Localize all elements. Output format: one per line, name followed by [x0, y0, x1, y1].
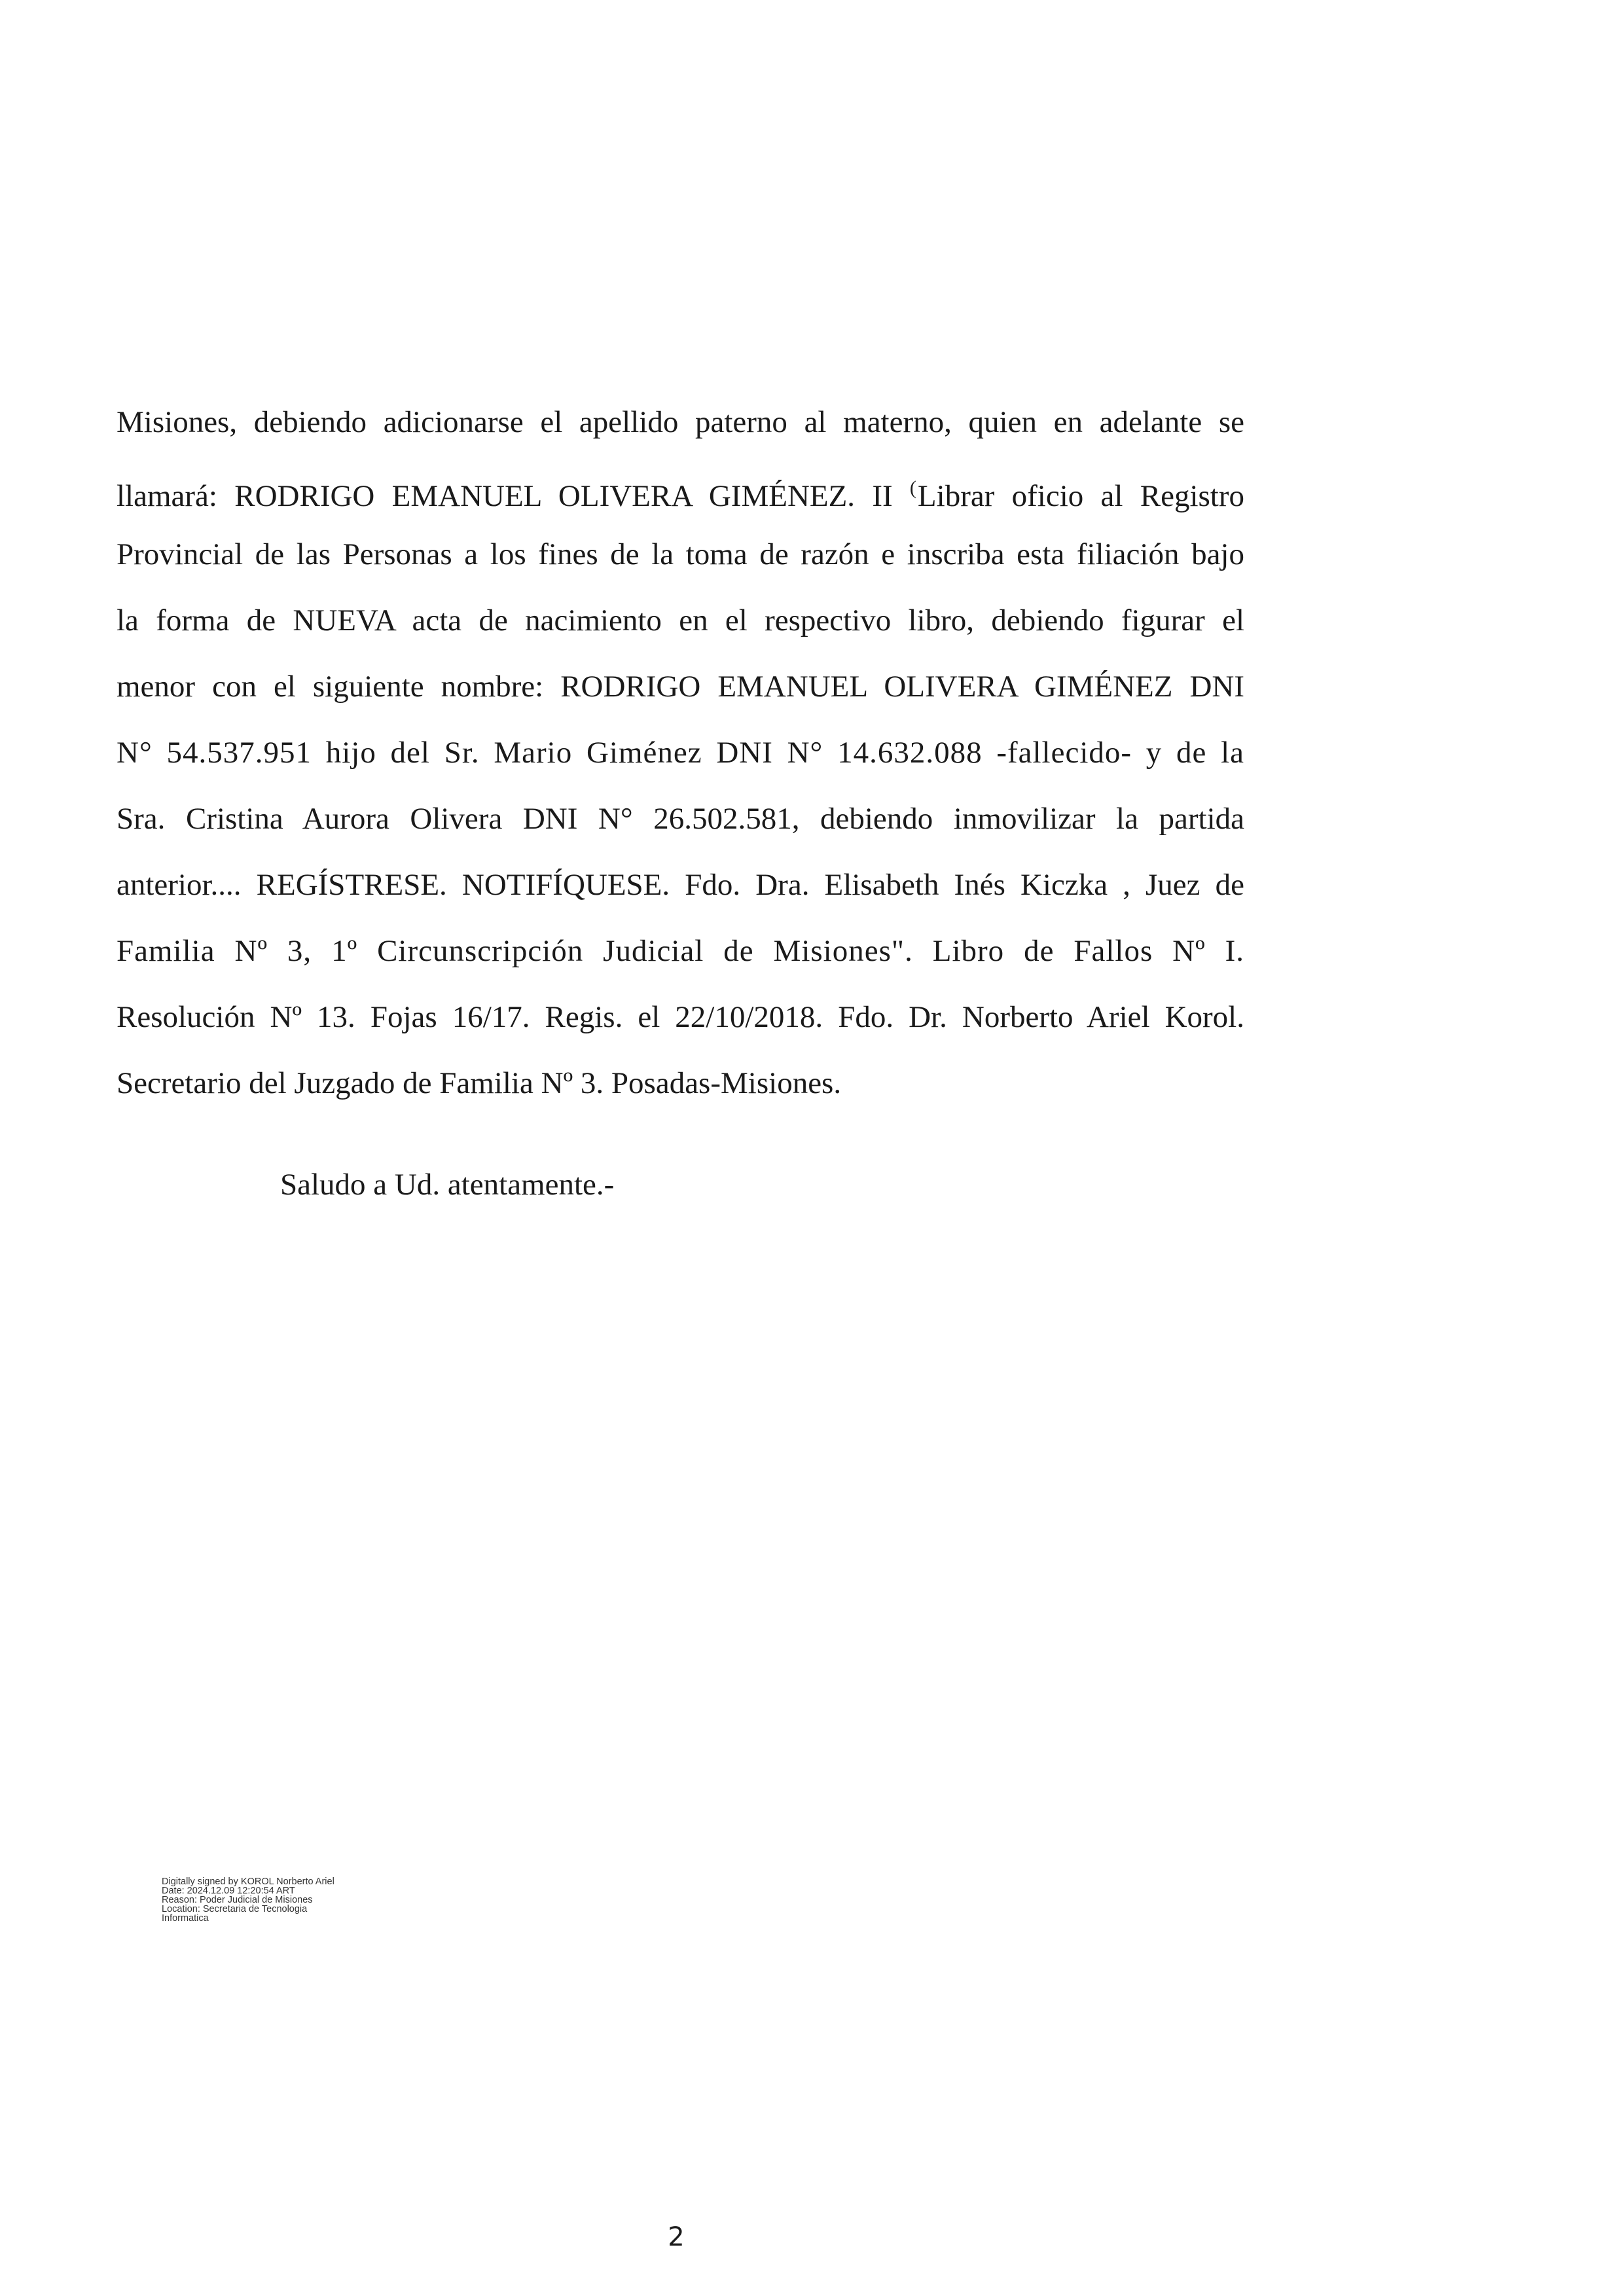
body-line-text: Librar oficio al Registro: [917, 479, 1245, 513]
body-line: Sra. Cristina Aurora Olivera DNI N° 26.502.581, debiendo inmovilizar la partida: [117, 802, 1244, 836]
body-line: anterior.... REGÍSTRESE. NOTIFÍQUESE. Fdo. Dra. Elisabeth Inés Kiczka , Juez de: [117, 868, 1244, 902]
body-line: N° 54.537.951 hijo del Sr. Mario Giménez DNI N° 14.632.088 -fallecido- y de la: [117, 736, 1244, 770]
page-number: 2: [668, 2222, 685, 2252]
body-line: Secretario del Juzgado de Familia Nº 3. Posadas-Misiones.: [117, 1066, 842, 1100]
body-paragraph: [117, 393, 1244, 1120]
digital-signature-block: [162, 1877, 334, 1923]
signature-location: Location: Secretaria de Tecnologia: [162, 1904, 308, 1914]
body-line: [117, 459, 1244, 525]
body-line: Misiones, debiendo adicionarse el apellido paterno al materno, quien en adelante se: [117, 405, 1244, 439]
signature-location-continued: Informatica: [162, 1913, 209, 1924]
body-line: Provincial de las Personas a los fines de la toma de razón e inscriba esta filiación bajo: [117, 537, 1244, 571]
body-line: Familia Nº 3, 1º Circunscripción Judicial de Misiones". Libro de Fallos Nº I.: [117, 934, 1244, 968]
closing-salutation: Saludo a Ud. atentamente.-: [280, 1168, 615, 1202]
body-line: la forma de NUEVA acta de nacimiento en el respectivo libro, debiendo figurar el: [117, 603, 1244, 637]
signature-date: Date: 2024.12.09 12:20:54 ART: [162, 1886, 295, 1896]
superscript-parenthesis: (: [909, 477, 916, 499]
signature-signed-by: Digitally signed by KOROL Norberto Ariel: [162, 1876, 334, 1887]
body-line: menor con el siguiente nombre: RODRIGO EMANUEL OLIVERA GIMÉNEZ DNI: [117, 670, 1244, 704]
signature-reason: Reason: Poder Judicial de Misiones: [162, 1895, 313, 1905]
body-line: Resolución Nº 13. Fojas 16/17. Regis. el 22/10/2018. Fdo. Dr. Norberto Ariel Korol.: [117, 1000, 1244, 1034]
body-line-text: llamará: RODRIGO EMANUEL OLIVERA GIMÉNEZ. II: [117, 479, 910, 513]
